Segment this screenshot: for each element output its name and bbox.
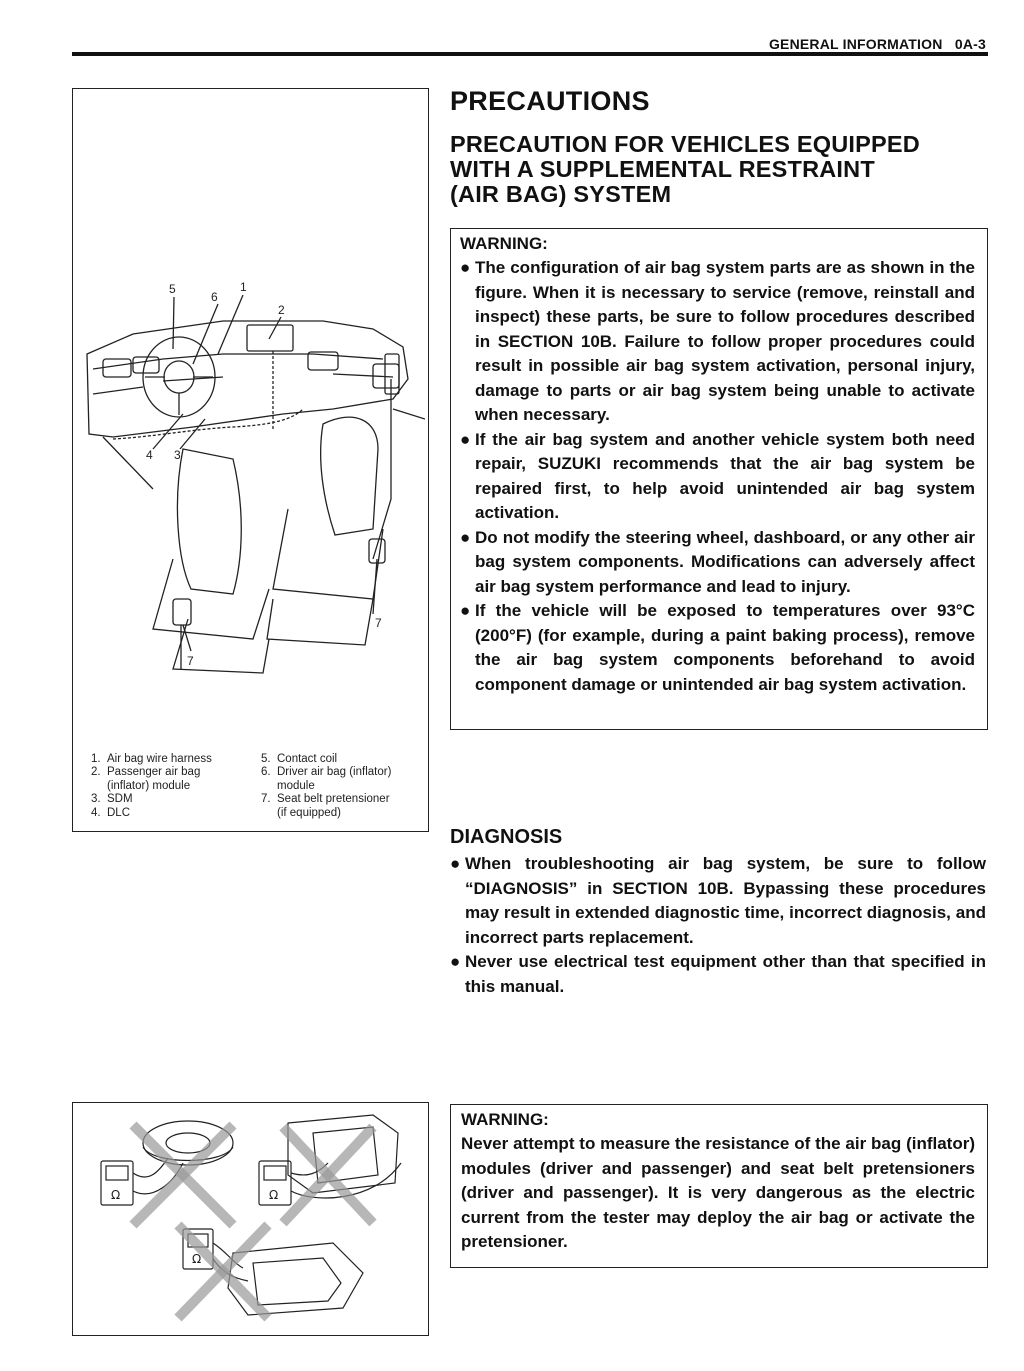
- airbag-layout-illustration: [73, 259, 425, 759]
- ohm-symbol: Ω: [111, 1188, 121, 1202]
- bullet-dot: ●: [450, 952, 461, 971]
- warning-bullet: ● If the air bag system and another vehicle system both need repair, SUZUKI recommends that the air bag system be repaired first, to help avoid unintended air bag system activation.: [460, 428, 975, 526]
- legend-item: 6. Driver air bag (inflator): [261, 766, 392, 779]
- resistance-warning-box: [450, 1104, 988, 1268]
- legend-item: 7. Seat belt pretensioner: [261, 793, 390, 806]
- figure-legend: [91, 753, 421, 820]
- diagnosis-bullet: ● When troubleshooting air bag system, be sure to follow “DIAGNOSIS” in SECTION 10B. Bypassing these procedures may result in extended diagnostic time, incorrect diagnosis, and incorrect parts replacement.: [450, 852, 986, 950]
- callout-7-left: 7: [187, 654, 194, 668]
- bullet-dot: ●: [460, 527, 471, 547]
- legend-item: (inflator) module: [107, 779, 191, 792]
- callout-5: 5: [169, 282, 176, 296]
- warning-bullet: ● Do not modify the steering wheel, dashboard, or any other air bag system components. Modifications can adversely affect air bag system performance and lead to injury.: [460, 526, 975, 600]
- legend-item: 5. Contact coil: [261, 753, 338, 765]
- bullet-dot: ●: [460, 601, 471, 620]
- section-subtitle: [450, 132, 990, 207]
- legend-column-left: [91, 753, 261, 820]
- callout-7-right: 7: [375, 616, 382, 630]
- callout-4: 4: [146, 448, 153, 462]
- warning-bullet: ● If the vehicle will be exposed to temperatures over 93°C (200°F) (for example, during a paint baking process), remove the air bag system components beforehand to avoid component damage or unintended air bag system activation.: [460, 599, 975, 697]
- legend-item: 3. SDM: [91, 793, 133, 806]
- subtitle-line: PRECAUTION FOR VEHICLES EQUIPPED: [450, 131, 920, 157]
- airbag-layout-figure: [72, 88, 429, 832]
- section-title: GENERAL INFORMATION: [768, 36, 943, 52]
- diagnosis-bullet: ● Never use electrical test equipment other than that specified in this manual.: [450, 950, 986, 999]
- subtitle-line: WITH A SUPPLEMENTAL RESTRAINT: [450, 156, 875, 182]
- legend-item: 2. Passenger air bag: [91, 766, 201, 779]
- bullet-dot: ●: [460, 429, 471, 449]
- callout-1: 1: [240, 280, 247, 294]
- bullet-dot: ●: [460, 258, 471, 277]
- running-header: [769, 36, 986, 52]
- warning-bullet: ● The configuration of air bag system parts are as shown in the figure. When it is necessary to service (remove, reinstall and inspect) these parts, be sure to follow procedures described in SECTION 10B. Failure to follow proper procedures could result in possible air bag system activation, personal injury, damage to parts or air bag system being unable to activate when necessary.: [460, 256, 975, 428]
- legend-item: (if equipped): [277, 806, 341, 819]
- warning-text: Never attempt to measure the resistance of the air bag (inflator) modules (driver and passenger) and seat belt pretensioners (driver and passenger). It is very dangerous as the electric current from the tester may deploy the air bag or activate the pretensioner.: [461, 1134, 975, 1251]
- callout-3: 3: [174, 448, 181, 462]
- diagnosis-heading: DIAGNOSIS: [450, 826, 563, 848]
- warning-heading: WARNING:: [461, 1110, 549, 1129]
- prohibited-tester-illustration: [73, 1103, 425, 1331]
- callout-2: 2: [278, 303, 285, 317]
- legend-item: module: [277, 779, 315, 792]
- header-rule: [72, 52, 988, 56]
- page-number: 0A-3: [954, 36, 986, 52]
- diagnosis-list: [450, 852, 986, 999]
- ohm-symbol: Ω: [269, 1188, 279, 1202]
- bullet-dot: ●: [450, 854, 461, 873]
- subtitle-line: (AIR BAG) SYSTEM: [450, 181, 672, 207]
- legend-item: 4. DLC: [91, 806, 131, 819]
- callout-6: 6: [211, 290, 218, 304]
- no-resistance-measurement-figure: [72, 1102, 429, 1336]
- legend-item: 1. Air bag wire harness: [91, 753, 212, 765]
- ohm-symbol: Ω: [192, 1252, 202, 1266]
- legend-column-right: [261, 753, 421, 820]
- airbag-warning-box: [450, 228, 988, 730]
- warning-heading: WARNING:: [460, 234, 548, 253]
- page-title: PRECAUTIONS: [450, 86, 650, 116]
